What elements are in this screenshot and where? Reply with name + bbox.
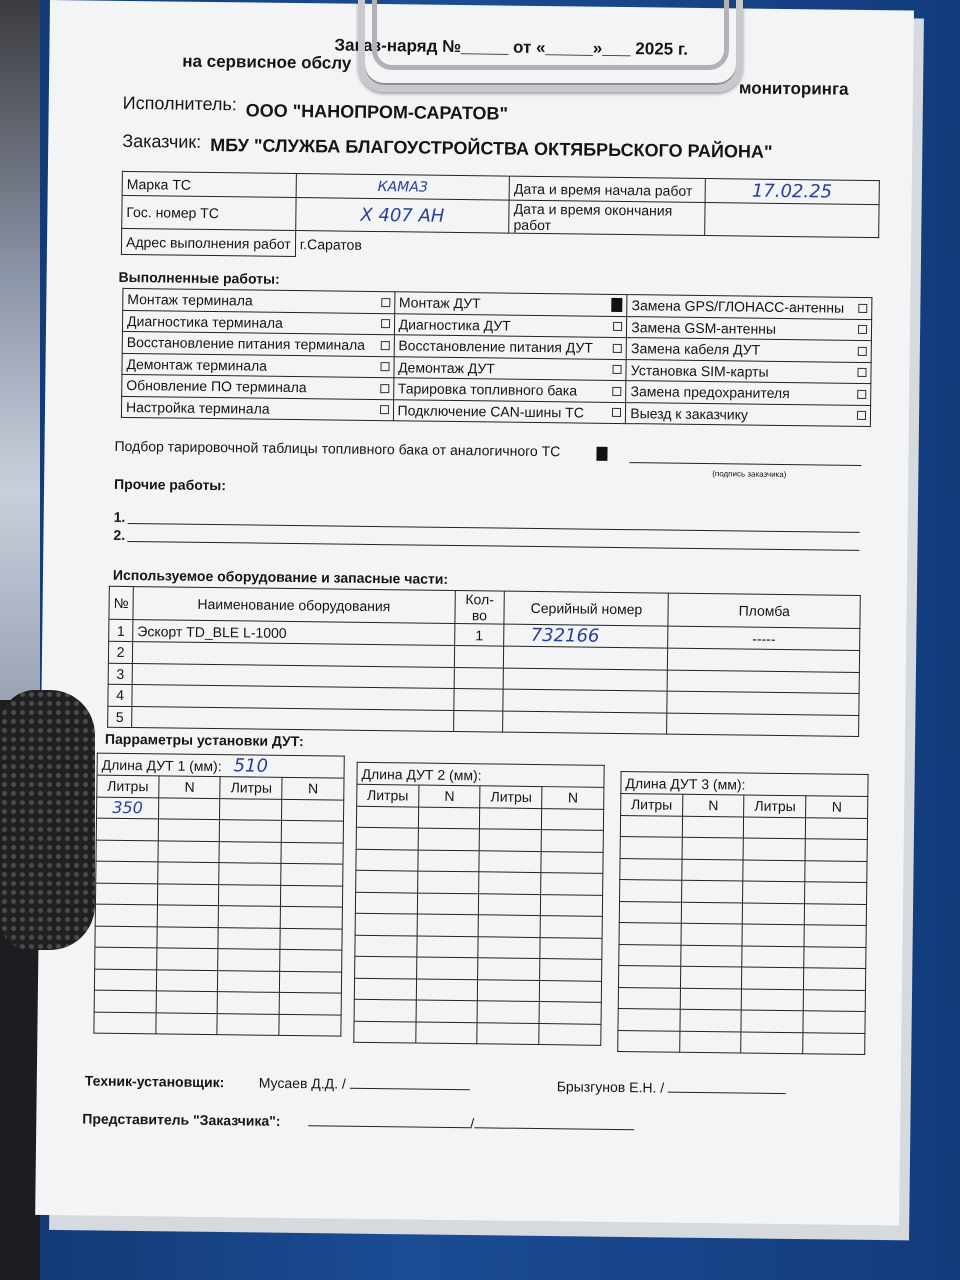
address-label: Адрес выполнения работ [121, 228, 295, 256]
dut-title: Парраметры установки ДУТ: [104, 730, 304, 750]
technician-1-name: Мусаев Д.Д. / [258, 1074, 346, 1092]
work-item-checkbox[interactable] [613, 344, 622, 353]
work-item-checkbox[interactable] [857, 368, 866, 377]
work-item-col3-2 [626, 338, 871, 362]
customer-label: Заказчик: [122, 130, 202, 152]
work-item-label: Монтаж терминала [127, 291, 253, 309]
work-item-col2-4 [393, 378, 626, 402]
work-item-label: Диагностика терминала [126, 312, 283, 331]
dut-cell [157, 926, 219, 948]
form-title: Заказ-наряд №_____ от «_____»___ 2025 г. [334, 35, 689, 59]
work-item-label: Замена GSM-антенны [631, 318, 777, 337]
dut-cell [804, 946, 866, 968]
work-item-col2-2 [394, 335, 627, 359]
dut-cell [742, 946, 804, 968]
dut-cell: 350 [97, 797, 159, 819]
dut-cell [619, 923, 681, 945]
eq-cell-num: 5 [108, 706, 132, 728]
dut-cell [95, 904, 157, 926]
customer-rep-slash: / [470, 1115, 475, 1132]
eq-cell-name: Эскорт TD_BLE L-1000 [133, 620, 455, 646]
dut-cell [280, 992, 342, 1014]
dut-cell [744, 817, 806, 839]
dut-cell [742, 989, 804, 1011]
work-item-checkbox[interactable] [380, 405, 389, 414]
dut-cell [682, 816, 744, 838]
work-item-label: Замена предохранителя [630, 383, 790, 402]
eq-header-qty: Кол-во [454, 590, 504, 624]
dut-cell [418, 850, 480, 872]
dut-cell [680, 988, 742, 1010]
dut-cell [416, 1000, 478, 1022]
dut-cell [158, 797, 220, 819]
dut-cell [354, 978, 416, 1000]
dut-cell [416, 1022, 478, 1044]
form-subtitle-left: на сервисное обслу [182, 51, 352, 73]
dut-cell [279, 1014, 341, 1036]
eq-cell-serial [504, 646, 668, 670]
dut-cell [743, 860, 805, 882]
dut-cell [355, 956, 417, 978]
dut-cell [804, 925, 866, 947]
equipment-title: Используемое оборудование и запасные части: [112, 566, 449, 587]
works-table [121, 288, 873, 427]
dut-cell [804, 989, 866, 1011]
dut-cell [356, 827, 418, 849]
eq-cell-serial [503, 689, 667, 713]
dut-cell [805, 903, 867, 925]
work-item-label: Установка SIM-карты [630, 361, 769, 380]
dut-cell [356, 806, 418, 828]
work-item-checkbox[interactable] [613, 322, 622, 331]
dut-cell [356, 849, 418, 871]
dut-length-label: Длина ДУТ 2 (мм): [361, 765, 482, 784]
dut-cell [680, 1009, 742, 1031]
technician-label: Техник-установщик: [84, 1072, 225, 1091]
work-item-checkbox[interactable] [381, 298, 390, 307]
dut-cell [218, 970, 280, 992]
eq-cell-num: 2 [108, 641, 132, 663]
eq-cell-serial: 732166 [504, 624, 668, 648]
dut-cell [95, 926, 157, 948]
dut-cell [478, 1001, 540, 1023]
gloved-hand [0, 690, 95, 950]
dut-cell [157, 883, 219, 905]
dut-length-value: 510 [233, 755, 269, 777]
work-item-col2-3 [394, 356, 627, 380]
dut-cell [282, 799, 344, 821]
dut-cell [479, 893, 541, 915]
dut-cell [158, 819, 220, 841]
dut-col-liters: Литры [357, 784, 419, 806]
form-subtitle-right: мониторинга [738, 78, 849, 99]
work-item-label: Восстановление питания терминала [126, 334, 366, 354]
dut-cell [803, 1011, 865, 1033]
work-item-label: Замена кабеля ДУТ [630, 340, 761, 358]
work-item-checkbox[interactable] [613, 387, 622, 396]
dut-col-liters: Литры [480, 786, 542, 808]
dut-cell [96, 840, 158, 862]
eq-cell-qty: 1 [454, 623, 504, 646]
dut-cell [542, 830, 604, 852]
dut-cell [806, 817, 868, 839]
dut-cell [280, 949, 342, 971]
eq-cell-num: 3 [108, 663, 132, 685]
dut-cell [417, 893, 479, 915]
work-item-col3-4 [626, 381, 871, 405]
work-item-checkbox[interactable] [380, 341, 389, 350]
dut-cell [355, 913, 417, 935]
dut-cell [356, 870, 418, 892]
work-item-col3-3 [626, 359, 871, 383]
dut-cell [219, 906, 281, 928]
start-label: Дата и время начала работ [509, 176, 705, 202]
work-item-col2-5 [393, 399, 626, 423]
dut-cell [681, 945, 743, 967]
dut-cell [281, 906, 343, 928]
eq-cell-serial [504, 668, 668, 692]
dut-cell [157, 948, 219, 970]
work-item-label: Замена GPS/ГЛОНАСС-антенны [631, 297, 845, 316]
executor-label: Исполнитель: [122, 92, 238, 115]
technician-1-signature-line [350, 1088, 470, 1090]
signature-caption: (подпись заказчика) [712, 469, 787, 480]
dut-cell [742, 967, 804, 989]
dut-cell [620, 815, 682, 837]
work-item-checkbox[interactable] [858, 347, 867, 356]
start-value: 17.02.25 [705, 179, 880, 205]
work-item-label: Настройка терминала [125, 398, 270, 417]
end-value [704, 203, 879, 238]
dut-cell [620, 880, 682, 902]
dut-cell [156, 1012, 218, 1034]
work-item-checkbox[interactable] [857, 390, 866, 399]
dut-cell [94, 1012, 156, 1034]
work-item-label: Выезд к заказчику [630, 404, 749, 423]
technician-2-signature-line [668, 1092, 786, 1094]
dut-cell [281, 842, 343, 864]
dut-cell [354, 1021, 416, 1043]
other-works-title: Прочие работы: [113, 475, 227, 494]
vehicle-table [121, 171, 880, 264]
dut-cell [478, 936, 540, 958]
dut-col-liters: Литры [97, 775, 159, 797]
dut-cell [744, 838, 806, 860]
dut-col-n: N [682, 794, 744, 816]
work-item-label: Обновление ПО терминала [126, 377, 307, 396]
tariff-checkbox[interactable] [596, 447, 607, 461]
work-item-checkbox[interactable] [858, 304, 867, 313]
customer-rep-signature [308, 1113, 634, 1133]
dut-cell [354, 999, 416, 1021]
work-item-checkbox[interactable] [612, 298, 623, 312]
dut-col-n: N [542, 787, 604, 809]
customer-rep-line-2 [474, 1127, 634, 1130]
dut-cell [541, 851, 603, 873]
work-item-col3-0 [627, 295, 872, 319]
binder-clip-inner [372, 0, 729, 70]
dut-cell [156, 991, 218, 1013]
work-item-col2-0 [394, 292, 627, 316]
dut-cell [282, 820, 344, 842]
customer-signature-line [629, 462, 861, 466]
dut-cell [618, 1009, 680, 1031]
dut-2-header [357, 762, 604, 787]
dut-cell [680, 966, 742, 988]
eq-header-name: Наименование оборудования [133, 587, 455, 624]
work-item-label: Диагностика ДУТ [398, 316, 511, 334]
dut-cell [743, 881, 805, 903]
dut-cell [416, 957, 478, 979]
dut-cell [280, 928, 342, 950]
other-item-2-num: 2. [113, 526, 126, 543]
dut-cell [219, 841, 281, 863]
dut-cell [541, 894, 603, 916]
dut-cell [741, 1010, 803, 1032]
dut-cell [95, 947, 157, 969]
dut-cell [157, 905, 219, 927]
dut-cell [620, 837, 682, 859]
dut-cell [416, 979, 478, 1001]
dut-cell [217, 1013, 279, 1035]
dut-cell [94, 990, 156, 1012]
dut-cell [682, 859, 744, 881]
dut-cell [620, 858, 682, 880]
plate-value: Х 407 АН [295, 198, 509, 234]
work-item-col3-1 [627, 316, 872, 340]
eq-cell-seal: ----- [668, 626, 860, 650]
dut-cell [478, 958, 540, 980]
dut-3-header [621, 772, 868, 797]
dut-cell [281, 863, 343, 885]
dut-cell [682, 837, 744, 859]
dut-1-table [93, 753, 344, 1037]
dut-cell [417, 936, 479, 958]
dut-cell [94, 969, 156, 991]
eq-header-seal: Пломба [668, 593, 860, 628]
dut-cell [539, 1002, 601, 1024]
end-label: Дата и время окончания работ [509, 200, 705, 235]
dut-col-liters: Литры [744, 795, 806, 817]
dut-cell [418, 807, 480, 829]
work-item-checkbox[interactable] [380, 384, 389, 393]
work-item-checkbox[interactable] [380, 362, 389, 371]
brand-label: Марка ТС [122, 171, 296, 197]
dut-cell [541, 873, 603, 895]
dut-cell [680, 1031, 742, 1053]
work-item-col3-5 [626, 402, 871, 426]
dut-1-header [97, 753, 344, 778]
work-item-col1-5 [121, 396, 393, 421]
dut-col-liters: Литры [220, 777, 282, 799]
dut-cell [542, 808, 604, 830]
dut-cell [220, 820, 282, 842]
dut-length-label: Длина ДУТ 3 (мм): [625, 775, 746, 793]
eq-cell-num: 4 [108, 684, 132, 706]
technician-1 [259, 1075, 470, 1094]
dut-length-label: Длина ДУТ 1 (мм): [101, 756, 222, 775]
eq-cell-seal [667, 670, 859, 694]
dut-cell [478, 979, 540, 1001]
dut-3-table [617, 771, 868, 1055]
dut-cell [540, 937, 602, 959]
dut-cell [681, 923, 743, 945]
other-item-2-line [127, 541, 859, 551]
dut-cell [741, 1032, 803, 1054]
dut-cell [219, 884, 281, 906]
work-item-label: Тарировка топливного бака [397, 380, 578, 399]
dut-cell [218, 949, 280, 971]
customer-rep-label: Представитель "Заказчика": [82, 1110, 281, 1129]
eq-cell-num: 1 [109, 619, 133, 641]
work-item-label: Демонтаж терминала [126, 355, 268, 374]
dut-cell [479, 850, 541, 872]
dut-col-liters: Литры [621, 794, 683, 816]
dut-cell [220, 798, 282, 820]
work-order-form [35, 0, 914, 1225]
equipment-table [107, 586, 861, 737]
eq-header-serial: Серийный номер [504, 591, 668, 626]
dut-cell [479, 872, 541, 894]
dut-cell [681, 880, 743, 902]
dut-cell [479, 915, 541, 937]
dut-cell [540, 959, 602, 981]
dut-cell [743, 903, 805, 925]
tariff-table-label: Подбор тарировочной таблицы топливного бака от аналогичного ТС [114, 437, 561, 460]
dut-cell [281, 885, 343, 907]
other-item-1-line [128, 523, 860, 533]
dut-cell [618, 966, 680, 988]
dut-cell [804, 968, 866, 990]
dut-cell [480, 829, 542, 851]
dut-cell [218, 927, 280, 949]
executor-value: ООО "НАНОПРОМ-САРАТОВ" [245, 100, 509, 124]
dut-cell [477, 1022, 539, 1044]
dut-cell [805, 839, 867, 861]
dut-cell [805, 860, 867, 882]
dut-cell [742, 924, 804, 946]
work-item-checkbox[interactable] [613, 365, 622, 374]
technician-2 [557, 1078, 786, 1097]
work-item-label: Восстановление питания ДУТ [398, 337, 594, 356]
dut-cell [540, 916, 602, 938]
dut-cell [418, 828, 480, 850]
dut-cell [96, 818, 158, 840]
dut-cell [280, 971, 342, 993]
works-title: Выполненные работы: [118, 268, 280, 287]
plate-label: Гос. номер ТС [122, 195, 296, 230]
dut-cell [417, 914, 479, 936]
eq-cell-serial [503, 711, 667, 735]
dut-cell [218, 992, 280, 1014]
dut-2-table [353, 762, 604, 1046]
technician-2-name: Брызгунов Е.Н. / [556, 1078, 665, 1096]
dut-cell [418, 871, 480, 893]
brand-value: КАМАЗ [296, 174, 510, 201]
dut-cell [619, 944, 681, 966]
eq-cell-qty [454, 645, 504, 667]
dut-cell [618, 1030, 680, 1052]
other-item-1-num: 1. [113, 508, 126, 525]
dut-cell [156, 969, 218, 991]
eq-cell-seal [668, 648, 860, 672]
eq-cell-qty [453, 688, 503, 710]
dut-cell [158, 862, 220, 884]
dut-cell [96, 861, 158, 883]
work-item-label: Демонтаж ДУТ [398, 359, 496, 377]
dut-cell [540, 980, 602, 1002]
work-item-label: Подключение CAN-шины ТС [397, 402, 584, 421]
eq-cell-qty [454, 667, 504, 689]
eq-cell-seal [667, 691, 859, 715]
dut-cell [681, 902, 743, 924]
work-item-checkbox[interactable] [612, 408, 621, 417]
eq-cell-qty [453, 710, 503, 732]
dut-cell [618, 987, 680, 1009]
dut-cell [355, 892, 417, 914]
dut-cell [158, 840, 220, 862]
customer-rep-line-1 [308, 1125, 470, 1128]
dut-cell [619, 901, 681, 923]
dut-col-n: N [419, 785, 481, 807]
address-value: г.Саратов [295, 231, 879, 264]
dut-cell [805, 882, 867, 904]
dut-cell [803, 1032, 865, 1054]
dut-col-n: N [282, 777, 344, 799]
work-item-checkbox[interactable] [858, 325, 867, 334]
work-item-checkbox[interactable] [857, 411, 866, 420]
customer-value: МБУ "СЛУЖБА БЛАГОУСТРОЙСТВА ОКТЯБРЬСКОГО РАЙОНА" [210, 134, 773, 162]
eq-cell-seal [667, 713, 859, 737]
eq-cell-name [132, 706, 454, 731]
dut-cell [219, 863, 281, 885]
dut-cell [95, 883, 157, 905]
dut-col-n: N [159, 776, 221, 798]
work-item-col2-1 [394, 313, 627, 337]
work-item-checkbox[interactable] [381, 319, 390, 328]
dut-cell [539, 1023, 601, 1045]
dut-cell [355, 935, 417, 957]
work-item-label: Монтаж ДУТ [398, 294, 481, 312]
eq-header-num: № [109, 586, 133, 619]
dut-col-n: N [806, 796, 868, 818]
dut-cell [480, 807, 542, 829]
